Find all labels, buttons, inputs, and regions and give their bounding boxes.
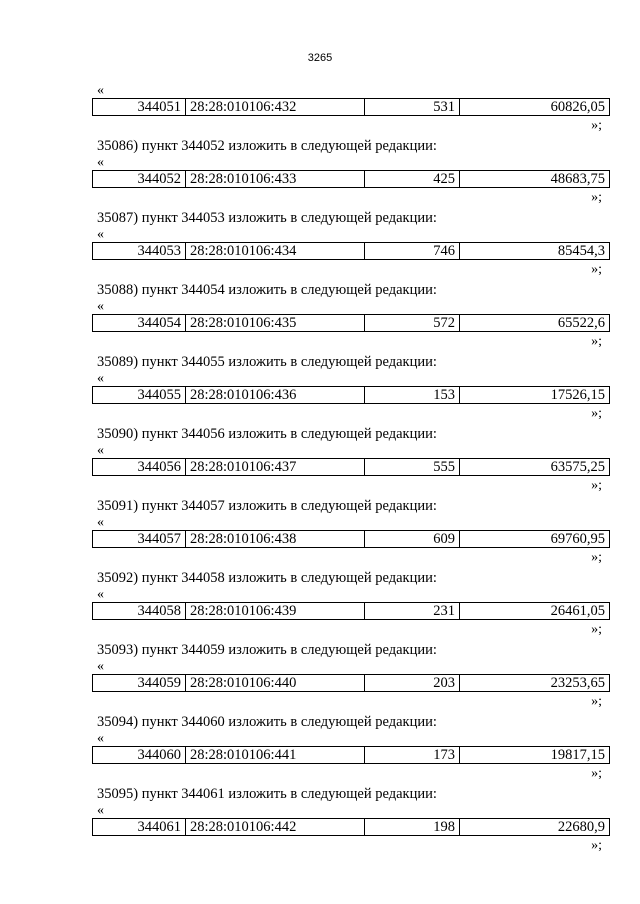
amendment-instruction: 35089) пункт 344055 изложить в следующей редакции:	[97, 354, 437, 370]
cadastral-number-cell: 28:28:010106:441	[186, 747, 365, 764]
closing-quote: »;	[591, 766, 602, 781]
table-row	[93, 315, 610, 332]
opening-quote: «	[97, 587, 104, 602]
item-number-cell: 344057	[93, 531, 186, 548]
item-number-cell: 344058	[93, 603, 186, 620]
amendment-instruction: 35086) пункт 344052 изложить в следующей редакции:	[97, 138, 437, 154]
data-table	[92, 98, 610, 116]
opening-quote: «	[97, 803, 104, 818]
cadastral-number-cell: 28:28:010106:440	[186, 675, 365, 692]
closing-quote: »;	[591, 694, 602, 709]
amendment-instruction: 35091) пункт 344057 изложить в следующей редакции:	[97, 498, 437, 514]
area-cell: 198	[365, 819, 460, 836]
item-number-cell: 344056	[93, 459, 186, 476]
area-cell: 173	[365, 747, 460, 764]
item-number-cell: 344054	[93, 315, 186, 332]
item-number-cell: 344052	[93, 171, 186, 188]
opening-quote: «	[97, 83, 104, 98]
table-row	[93, 171, 610, 188]
value-cell: 85454,3	[460, 243, 610, 260]
opening-quote: «	[97, 371, 104, 386]
amendment-instruction: 35093) пункт 344059 изложить в следующей редакции:	[97, 642, 437, 658]
area-cell: 572	[365, 315, 460, 332]
opening-quote: «	[97, 227, 104, 242]
data-table	[92, 530, 610, 548]
table-row	[93, 819, 610, 836]
opening-quote: «	[97, 731, 104, 746]
cadastral-number-cell: 28:28:010106:433	[186, 171, 365, 188]
area-cell: 153	[365, 387, 460, 404]
table-row	[93, 531, 610, 548]
data-table	[92, 314, 610, 332]
cadastral-number-cell: 28:28:010106:439	[186, 603, 365, 620]
value-cell: 69760,95	[460, 531, 610, 548]
closing-quote: »;	[591, 406, 602, 421]
item-number-cell: 344055	[93, 387, 186, 404]
data-table	[92, 242, 610, 260]
closing-quote: »;	[591, 550, 602, 565]
data-table	[92, 458, 610, 476]
value-cell: 19817,15	[460, 747, 610, 764]
cadastral-number-cell: 28:28:010106:435	[186, 315, 365, 332]
closing-quote: »;	[591, 334, 602, 349]
item-number-cell: 344059	[93, 675, 186, 692]
closing-quote: »;	[591, 838, 602, 853]
amendment-instruction: 35095) пункт 344061 изложить в следующей редакции:	[97, 786, 437, 802]
item-number-cell: 344051	[93, 99, 186, 116]
cadastral-number-cell: 28:28:010106:432	[186, 99, 365, 116]
value-cell: 63575,25	[460, 459, 610, 476]
data-table	[92, 746, 610, 764]
cadastral-number-cell: 28:28:010106:442	[186, 819, 365, 836]
value-cell: 23253,65	[460, 675, 610, 692]
closing-quote: »;	[591, 190, 602, 205]
table-row	[93, 603, 610, 620]
cadastral-number-cell: 28:28:010106:438	[186, 531, 365, 548]
amendment-instruction: 35087) пункт 344053 изложить в следующей редакции:	[97, 210, 437, 226]
closing-quote: »;	[591, 622, 602, 637]
area-cell: 531	[365, 99, 460, 116]
item-number-cell: 344061	[93, 819, 186, 836]
page-number: 3265	[307, 52, 333, 64]
data-table	[92, 674, 610, 692]
table-row	[93, 459, 610, 476]
area-cell: 555	[365, 459, 460, 476]
table-row	[93, 387, 610, 404]
opening-quote: «	[97, 515, 104, 530]
amendment-instruction: 35090) пункт 344056 изложить в следующей редакции:	[97, 426, 437, 442]
item-number-cell: 344060	[93, 747, 186, 764]
cadastral-number-cell: 28:28:010106:434	[186, 243, 365, 260]
data-table	[92, 602, 610, 620]
opening-quote: «	[97, 299, 104, 314]
area-cell: 231	[365, 603, 460, 620]
opening-quote: «	[97, 155, 104, 170]
opening-quote: «	[97, 659, 104, 674]
table-row	[93, 747, 610, 764]
area-cell: 609	[365, 531, 460, 548]
cadastral-number-cell: 28:28:010106:436	[186, 387, 365, 404]
table-row	[93, 243, 610, 260]
value-cell: 65522,6	[460, 315, 610, 332]
amendment-instruction: 35094) пункт 344060 изложить в следующей редакции:	[97, 714, 437, 730]
value-cell: 60826,05	[460, 99, 610, 116]
area-cell: 746	[365, 243, 460, 260]
value-cell: 17526,15	[460, 387, 610, 404]
value-cell: 26461,05	[460, 603, 610, 620]
amendment-instruction: 35092) пункт 344058 изложить в следующей редакции:	[97, 570, 437, 586]
value-cell: 22680,9	[460, 819, 610, 836]
area-cell: 425	[365, 171, 460, 188]
data-table	[92, 386, 610, 404]
document-body	[0, 84, 640, 856]
data-table	[92, 170, 610, 188]
table-row	[93, 99, 610, 116]
value-cell: 48683,75	[460, 171, 610, 188]
data-table	[92, 818, 610, 836]
closing-quote: »;	[591, 262, 602, 277]
closing-quote: »;	[591, 478, 602, 493]
item-number-cell: 344053	[93, 243, 186, 260]
cadastral-number-cell: 28:28:010106:437	[186, 459, 365, 476]
area-cell: 203	[365, 675, 460, 692]
amendment-instruction: 35088) пункт 344054 изложить в следующей редакции:	[97, 282, 437, 298]
opening-quote: «	[97, 443, 104, 458]
table-row	[93, 675, 610, 692]
closing-quote: »;	[591, 118, 602, 133]
